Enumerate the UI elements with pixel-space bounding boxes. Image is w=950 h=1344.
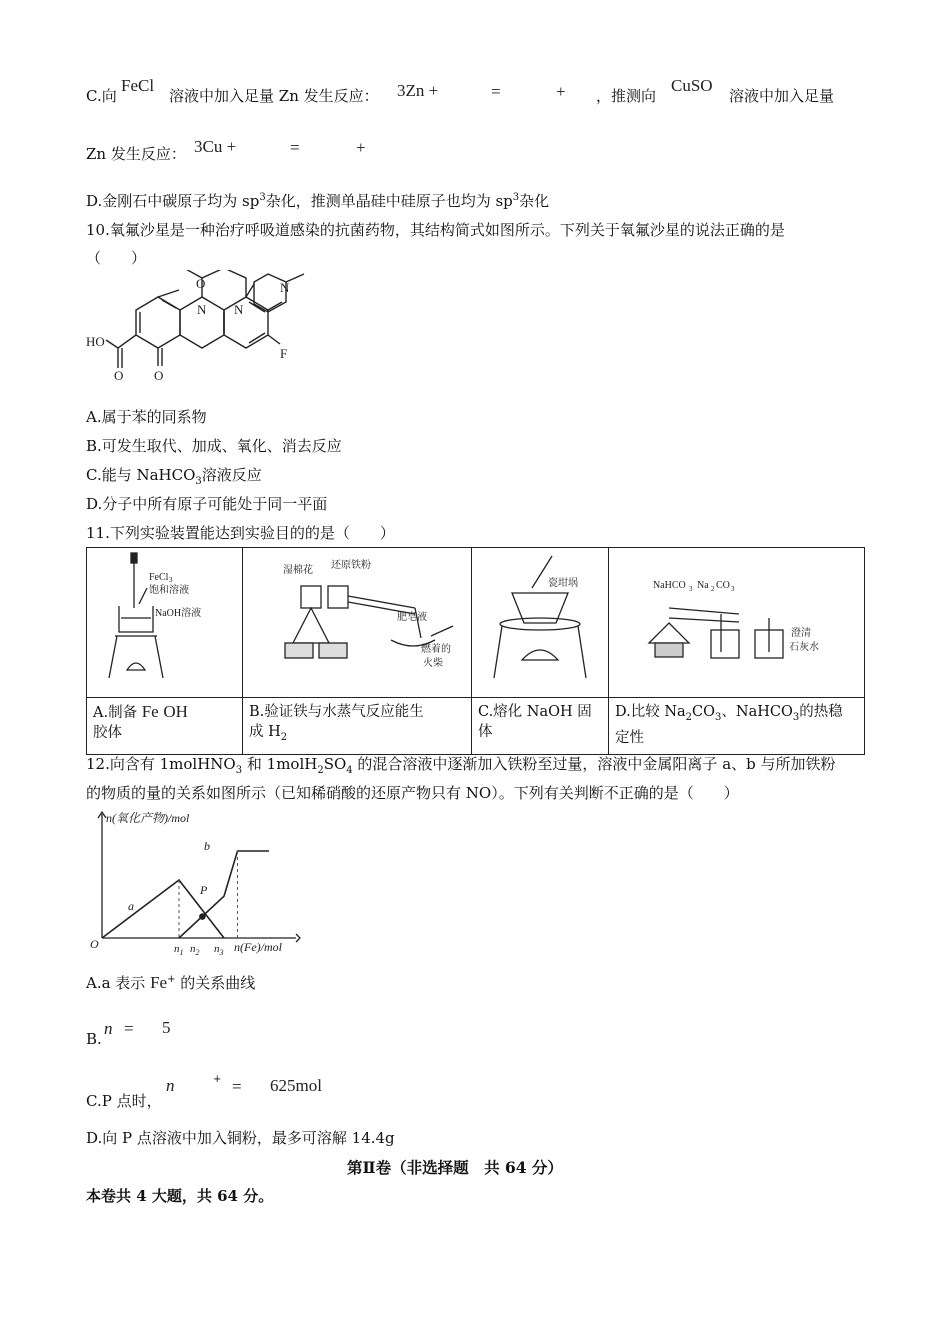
fecl3-formula: FeCl [121, 76, 155, 95]
eq1-plus: + [556, 82, 566, 101]
q12-c-n: n [166, 1076, 175, 1095]
q11-table [86, 547, 865, 755]
q12-b-eq: = [124, 1019, 134, 1038]
svg-text:2: 2 [711, 585, 715, 593]
apparatus-b [243, 548, 472, 698]
q10-stem: 10.氧氟沙星是一种治疗呼吸道感染的抗菌药物，其结构简式如图所示。下列关于氧氟沙星的说法正确的是 [86, 221, 785, 239]
tick-n3: $n_3$ [214, 943, 224, 956]
q10-option-a: A.属于苯的同系物 [86, 408, 207, 426]
q12-c-sup: + [213, 1074, 222, 1085]
y-axis-label: n(氧化产物)/mol [106, 811, 190, 825]
svg-text:瓷坩埚: 瓷坩埚 [548, 578, 578, 589]
section2-title: 第Ⅱ卷（非选择题 共 64 分） [347, 1158, 563, 1177]
q12-option-a: A.a 表示 Fe+ 的关系曲线 [86, 973, 256, 992]
eq2-lhs: 3Cu + [194, 137, 237, 156]
q9d: D.金刚石中碳原子均为 $sp^3$杂化，推测单晶硅中硅原子也均为 $sp^3$杂化 [86, 192, 550, 210]
label-n1: N [197, 302, 207, 317]
tick-n1: $n_1$ [174, 943, 184, 956]
label-n3: N [280, 280, 290, 295]
q12-stem-2: 的物质的量的关系如图所示（已知稀硝酸的还原产物只有 NO）。下列有关判断不正确的是（ ） [86, 784, 739, 802]
q11-caption-a: A.制备 Fe OH 胶体 [87, 698, 243, 755]
q12-c-eq: = [232, 1077, 242, 1096]
x-axis-label: n(Fe)/mol [234, 940, 282, 954]
q10-option-c: C.能与 NaHCO$_3$溶液反应 [86, 466, 262, 487]
ring-benzene [224, 297, 268, 348]
svg-text:还原铁粉: 还原铁粉 [331, 560, 371, 571]
svg-text:饱和溶液: 饱和溶液 [149, 585, 189, 596]
origin-label: O [90, 937, 99, 951]
q12-b-val: 5 [162, 1018, 171, 1037]
svg-text:石灰水: 石灰水 [789, 642, 819, 653]
apparatus-d [609, 548, 865, 698]
svg-text:湿棉花: 湿棉花 [283, 565, 313, 576]
label-o-ring: O [196, 276, 206, 291]
point-p-marker [200, 914, 205, 919]
q12-b-n: n [104, 1019, 113, 1038]
q12-c-val: 625mol [270, 1076, 322, 1095]
q9c-line1: C.向 [86, 87, 117, 105]
q9c-text1: 溶液中加入足量 Zn 发生反应： [169, 87, 379, 105]
svg-text:CO: CO [716, 580, 730, 591]
apparatus-a [87, 548, 243, 698]
q12-option-c: C.P 点时， [86, 1092, 162, 1110]
series-a-label: a [128, 899, 134, 913]
svg-text:肥皂液: 肥皂液 [397, 612, 427, 623]
q11-caption-c: C.熔化 NaOH 固 体 [472, 698, 609, 755]
svg-text:澄清: 澄清 [791, 628, 811, 639]
q10-option-b: B.可发生取代、加成、氧化、消去反应 [86, 437, 342, 455]
svg-text:FeCl: FeCl [149, 572, 169, 583]
series-b-label: b [204, 839, 210, 853]
svg-text:Na: Na [697, 580, 709, 591]
point-p-label: P [200, 883, 208, 897]
eq2-plus: + [356, 138, 366, 157]
q11-caption-b: B.验证铁与水蒸气反应能生 成 $H_2$ [243, 698, 472, 755]
q11-caption-d: D.比较 $Na_2CO_3$、NaHCO$_3$的热稳 定性 [609, 698, 865, 755]
q9c-line2: Zn 发生反应： [86, 145, 186, 163]
section2-subtitle: 本卷共 4 大题，共 64 分。 [86, 1187, 274, 1205]
label-ho: HO [86, 334, 105, 349]
svg-text:NaOH溶液: NaOH溶液 [155, 608, 202, 619]
label-o1: O [114, 368, 124, 383]
q12-option-d: D.向 P 点溶液中加入铜粉，最多可溶解 14.4g [86, 1129, 395, 1147]
apparatus-c [472, 548, 609, 698]
q12-stem-1: 12.向含有 1molHNO$_3$ 和 $1molH_2SO_4$ 的混合溶液中逐渐加入铁粉至过量，溶液中金属阳离子 a、b 与所加铁粉 [86, 755, 836, 776]
svg-text:3: 3 [731, 585, 735, 593]
svg-text:3: 3 [689, 585, 693, 593]
series-b-line [179, 851, 269, 938]
eq1-lhs: 3Zn + [397, 81, 439, 100]
tick-n2: $n_2$ [190, 943, 200, 956]
ring-left [136, 297, 180, 348]
label-f: F [280, 346, 288, 361]
label-n2: N [234, 302, 244, 317]
eq1-equals: = [491, 82, 501, 101]
ofloxacin-structure [84, 270, 314, 390]
q9c-text3: 溶液中加入足量 [729, 87, 835, 105]
svg-text:3: 3 [169, 576, 173, 584]
q12-chart [86, 806, 316, 956]
q12-option-b: B. [86, 1030, 102, 1048]
cuso4-formula: CuSO [671, 76, 713, 95]
q10-option-d: D.分子中所有原子可能处于同一平面 [86, 495, 328, 513]
q10-paren: （ ） [86, 249, 147, 267]
svg-text:NaHCO: NaHCO [653, 580, 686, 591]
label-o2: O [154, 368, 164, 383]
q11-stem: 11.下列实验装置能达到实验目的的是（ ） [86, 524, 395, 542]
q9c-text2: ，推测向 [596, 87, 657, 105]
svg-text:燃着的: 燃着的 [421, 644, 451, 655]
svg-text:火柴: 火柴 [423, 658, 443, 669]
eq2-equals: = [290, 138, 300, 157]
